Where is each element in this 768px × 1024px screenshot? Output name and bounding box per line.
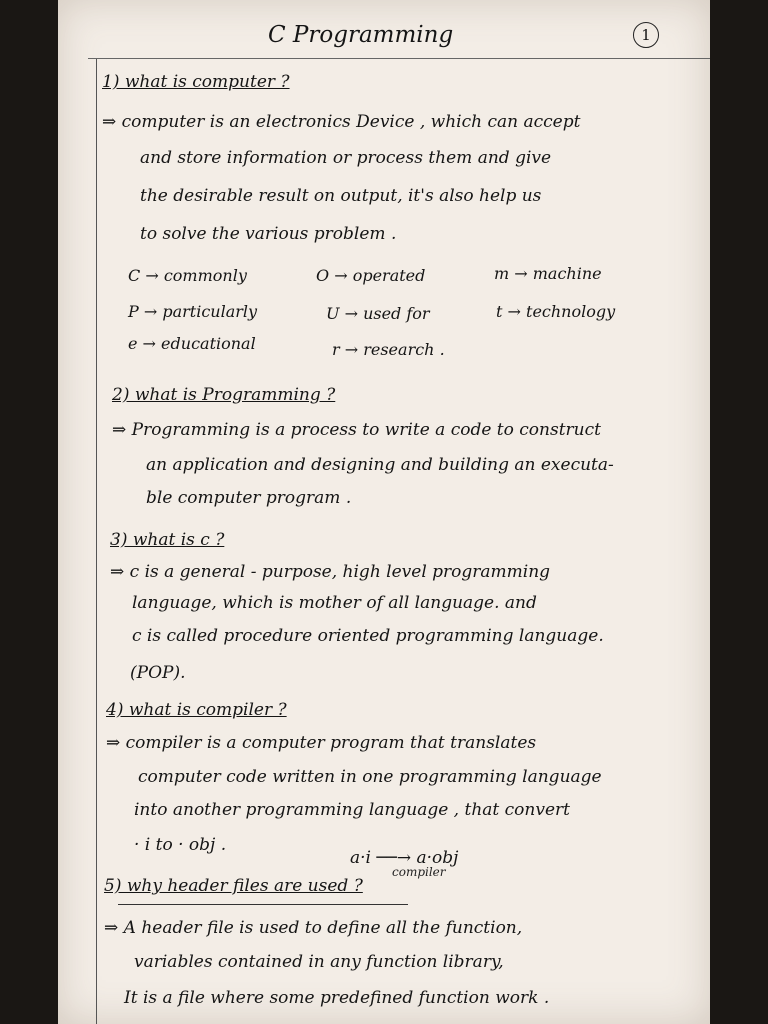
answer-4-line-3: into another programming language , that convert xyxy=(134,800,570,820)
answer-4-line-2: computer code written in one programming language xyxy=(138,767,602,787)
answer-3-line-1: ⇒ c is a general - purpose, high level programming xyxy=(110,562,551,582)
answer-3-line-2: language, which is mother of all language. and xyxy=(132,593,537,613)
acronym-r: r → research . xyxy=(332,340,445,359)
answer-4-line-1: ⇒ compiler is a computer program that translates xyxy=(106,733,537,753)
question-4: 4) what is compiler ? xyxy=(106,700,287,720)
notebook-page xyxy=(58,0,710,1024)
answer-2-line-3: ble computer program . xyxy=(146,488,352,508)
answer-2-line-2: an application and designing and building an executa- xyxy=(146,455,614,475)
answer-4-line-4: · i to · obj . xyxy=(134,835,227,855)
page-number: 1 xyxy=(633,22,659,48)
answer-2-line-1: ⇒ Programming is a process to write a code to construct xyxy=(112,420,601,440)
acronym-u: U → used for xyxy=(326,304,430,323)
question-2: 2) what is Programming ? xyxy=(112,385,336,405)
compiler-example-label: compiler xyxy=(392,865,446,879)
compiler-example: a·i ──→ a·obj xyxy=(350,848,459,868)
answer-5-line-3: It is a file where some predefined function work . xyxy=(124,988,550,1008)
header-rule xyxy=(88,58,710,59)
answer-1-line-4: to solve the various problem . xyxy=(140,224,397,244)
page-title: C Programming xyxy=(268,22,454,48)
acronym-e: e → educational xyxy=(128,334,256,353)
answer-1-line-2: and store information or process them and give xyxy=(140,148,552,168)
acronym-m: m → machine xyxy=(494,264,602,283)
answer-5-line-2: variables contained in any function library, xyxy=(134,952,504,972)
answer-3-line-4: (POP). xyxy=(130,663,186,683)
answer-1-line-3: the desirable result on output, it's also help us xyxy=(140,186,542,206)
acronym-t: t → technology xyxy=(496,302,616,321)
margin-line xyxy=(96,58,97,1024)
answer-1-line-1: ⇒ computer is an electronics Device , which can accept xyxy=(102,112,581,132)
acronym-o: O → operated xyxy=(316,266,426,285)
answer-5-line-1: ⇒ A header file is used to define all the function, xyxy=(104,918,523,938)
acronym-c: C → commonly xyxy=(128,266,247,285)
question-5: 5) why header files are used ? xyxy=(104,876,363,896)
acronym-p: P → particularly xyxy=(128,302,258,321)
answer-3-line-3: c is called procedure oriented programming language. xyxy=(132,626,604,646)
question-3: 3) what is c ? xyxy=(110,530,225,550)
question-1: 1) what is computer ? xyxy=(102,72,290,92)
question-5-underline xyxy=(118,904,408,905)
